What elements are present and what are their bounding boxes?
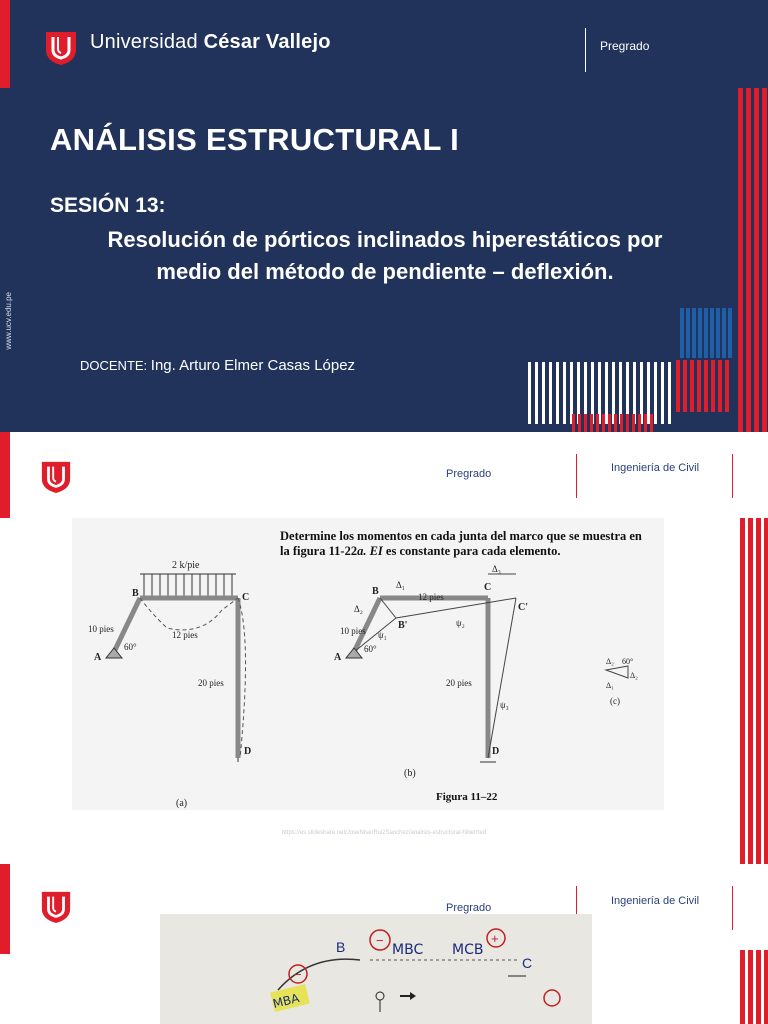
figure-caption: Figura 11–22 (436, 791, 498, 803)
label-B: B (132, 588, 139, 599)
delta-1-c: Δ₁ (606, 681, 614, 690)
problem-text-line-1: Determine los momentos en cada junta del marco que se muestra en (280, 529, 642, 543)
problem-slide (0, 432, 768, 864)
sub-label-b: (b) (404, 768, 416, 779)
left-red-bar (0, 864, 10, 954)
university-name-bold: César Vallejo (203, 31, 331, 53)
ucv-logo-icon (40, 458, 72, 494)
docente-label: DOCENTE: (80, 358, 151, 373)
label-B-prime: B' (398, 620, 408, 631)
subtitle-line-1: Resolución de pórticos inclinados hiperestáticos por (107, 227, 663, 252)
university-name (90, 31, 331, 54)
delta-1: Δ₁ (396, 580, 405, 590)
delta-2-c: Δ₂ (606, 657, 614, 666)
angle-c: 60° (622, 657, 634, 666)
delta-2: Δ₂ (354, 604, 363, 614)
angle-label: 60° (364, 644, 377, 654)
sub-label-c: (c) (610, 696, 620, 706)
moment-bc: MBC (392, 942, 424, 958)
label-A: A (94, 652, 102, 663)
plus-sign: + (491, 931, 499, 946)
course-title: ANÁLISIS ESTRUCTURAL I (50, 122, 460, 157)
decorative-stripes (738, 950, 768, 1024)
label-C: C (484, 582, 492, 593)
length-CD: 20 pies (198, 678, 224, 688)
psi-3: ψ₃ (500, 700, 509, 710)
header-divider (585, 28, 586, 72)
program-label: Pregrado (446, 902, 492, 914)
label-C: C (522, 955, 533, 971)
label-D: D (492, 746, 500, 757)
angle-label: 60° (124, 642, 137, 652)
header-divider (732, 454, 733, 498)
label-D: D (244, 746, 252, 757)
subtitle-line-2: medio del método de pendiente – deflexión. (156, 259, 614, 284)
side-url: www.ucv.edu.pe (4, 292, 13, 350)
minus-sign: − (376, 933, 384, 948)
length-CD: 20 pies (446, 678, 472, 688)
title-slide (0, 0, 768, 432)
frame-figure (72, 518, 664, 810)
left-red-bar (0, 0, 10, 88)
decorative-stripes (520, 80, 768, 432)
psi-2: ψ₂ (456, 618, 465, 628)
delta-2-c-side: Δ₂ (630, 671, 638, 680)
label-C-prime: C' (518, 602, 528, 613)
header-divider (576, 454, 577, 498)
session-label: SESIÓN 13: (50, 194, 166, 217)
career-label: Ingeniería de Civil (611, 895, 700, 907)
moment-cb: MCB (452, 942, 484, 958)
decorative-stripes (738, 518, 768, 864)
docente-name: Ing. Arturo Elmer Casas López (150, 357, 356, 374)
problem-text-line-2 (280, 544, 561, 558)
moment-ba: MBA (271, 991, 301, 1012)
source-url: https://es.slideshare.net/JoseNiserRuizSanchez/analisis-estructural-hiberrted (281, 830, 487, 836)
program-label: Pregrado (600, 39, 650, 53)
problem-text-2a: la figura 11-22 (280, 544, 358, 558)
delta-3: Δ₃ (492, 564, 501, 574)
university-name-regular: Universidad (90, 31, 204, 53)
label-A: A (334, 652, 342, 663)
minus-sign-ba: − (294, 967, 302, 982)
length-BC: 12 pies (172, 630, 198, 640)
label-B: B (336, 939, 346, 955)
length-BC: 12 pies (418, 592, 444, 602)
handwritten-sketch (160, 914, 592, 1024)
label-C: C (242, 592, 250, 603)
ucv-logo-icon (40, 888, 72, 924)
left-red-bar (0, 432, 10, 518)
psi-1: ψ₁ (378, 630, 387, 640)
header-divider (732, 886, 733, 930)
ucv-logo-icon (44, 28, 78, 66)
sub-label-a: (a) (176, 798, 188, 809)
label-B: B (372, 586, 379, 597)
length-AB: 10 pies (88, 624, 114, 634)
problem-text-2c: es constante para cada elemento. (382, 544, 561, 558)
program-label: Pregrado (446, 468, 492, 480)
career-label: Ingeniería de Civil (611, 462, 700, 474)
sketch-slide (0, 864, 768, 1024)
length-AB: 10 pies (340, 626, 366, 636)
docente (80, 357, 355, 374)
problem-text-2b: a. EI (357, 544, 383, 558)
load-label: 2 k/pie (172, 560, 200, 571)
